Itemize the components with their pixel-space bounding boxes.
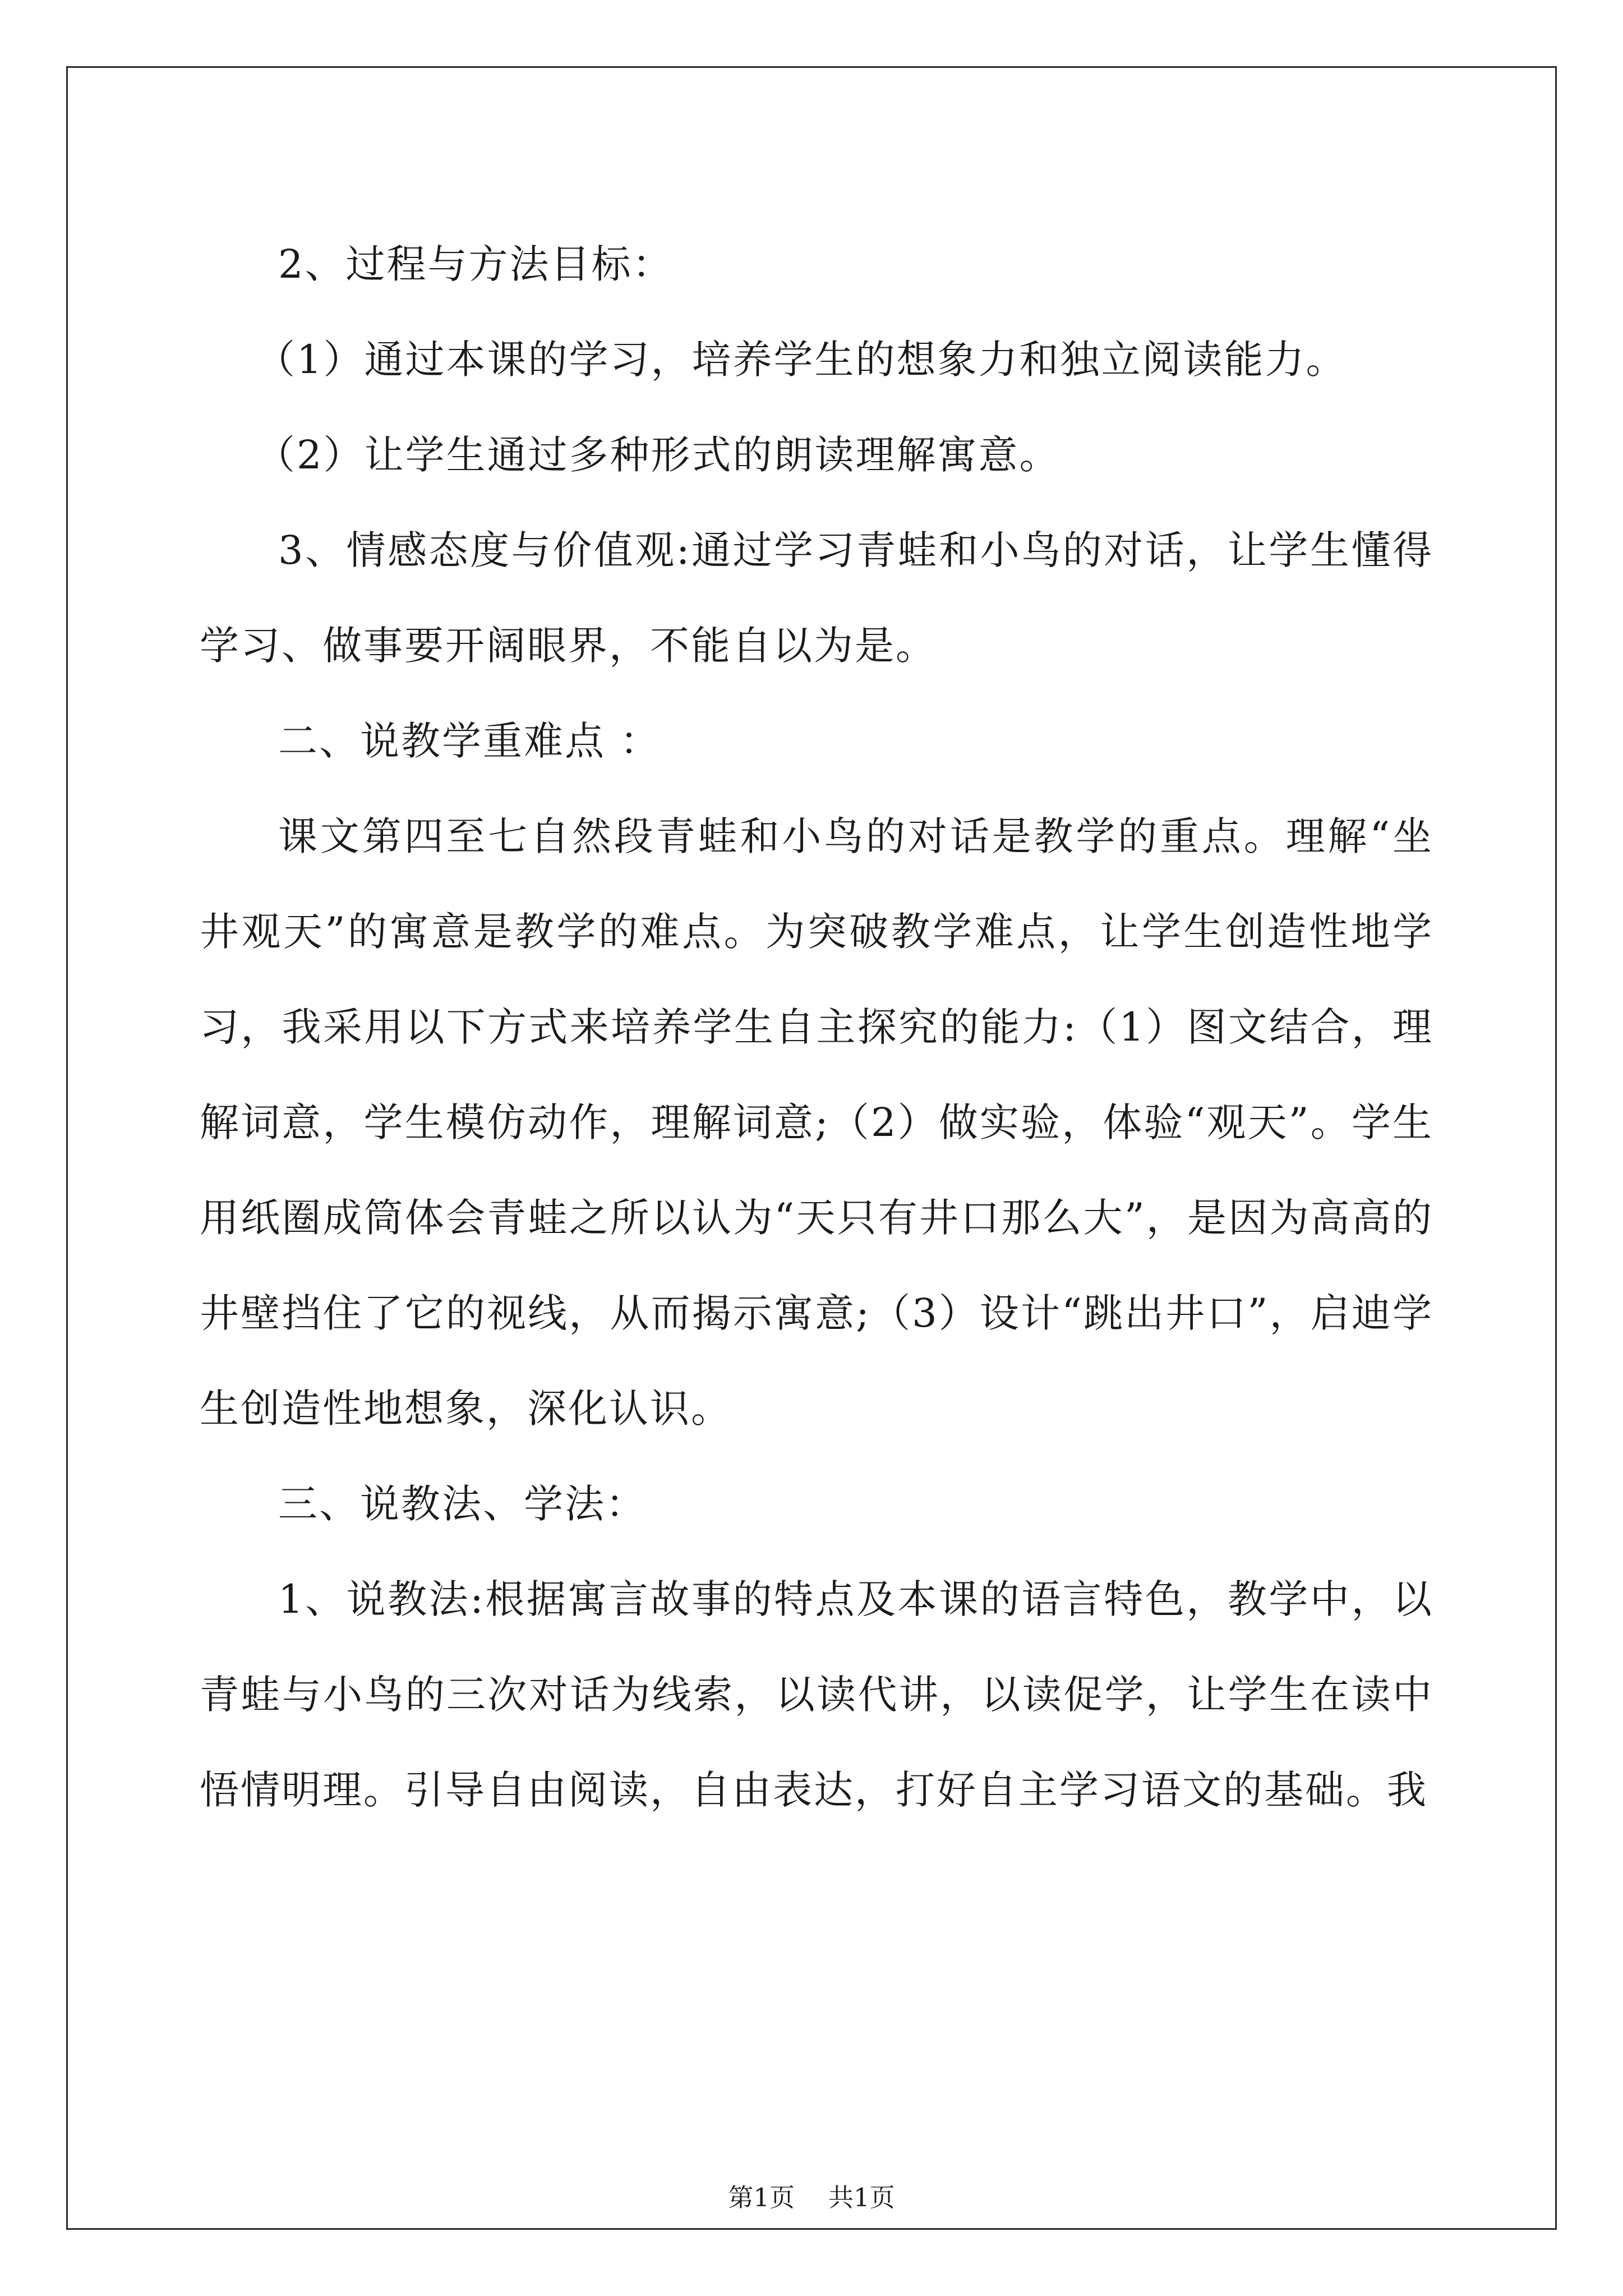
paragraph-process-method-goal: 2、过程与方法目标： [278, 241, 674, 287]
paragraph-goal-item-1: （1）通过本课的学习，培养学生的想象力和独立阅读能力。 [256, 337, 1347, 383]
current-page-number: 第1页 [728, 2183, 795, 2212]
section-heading-key-difficulties: 二、说教学重难点 ： [278, 718, 661, 764]
paragraph-emotion-values-goal: 3、情感态度与价值观:通过学习青蛙和小鸟的对话，让学生懂得学习、做事要开阔眼界，不能自以为是。 [200, 527, 1433, 669]
paragraph-teaching-method: 1、说教法:根据寓言故事的特点及本课的语言特色，教学中，以青蛙与小鸟的三次对话为线索，以读代讲，以读促学，让学生在读中悟情明理。引导自由阅读，自由表达，打好自主学习语文的基础。我 [200, 1576, 1433, 1813]
document-body [200, 217, 1433, 1838]
page-footer [0, 2181, 1623, 2215]
total-pages: 共1页 [828, 2183, 895, 2212]
paragraph-key-difficulties: 课文第四至七自然段青蛙和小鸟的对话是教学的重点。理解“坐井观天”的寓意是教学的难点。为突破教学难点，让学生创造性地学习，我采用以下方式来培养学生自主探究的能力:（1）图文结合，理解词意，学生模仿动作，理解词意;（2）做实验，体验“观天”。学生用纸圈成筒体会青蛙之所以认为“天只有井口那么大”，是因为高高的井壁挡住了它的视线，从而揭示寓意;（3）设计“跳出井口”，启迪学生创造性地想象，深化认识。 [200, 813, 1433, 1432]
paragraph-goal-item-2: （2）让学生通过多种形式的朗读理解寓意。 [256, 432, 1061, 478]
section-heading-teaching-methods: 三、说教法、学法： [278, 1481, 647, 1527]
